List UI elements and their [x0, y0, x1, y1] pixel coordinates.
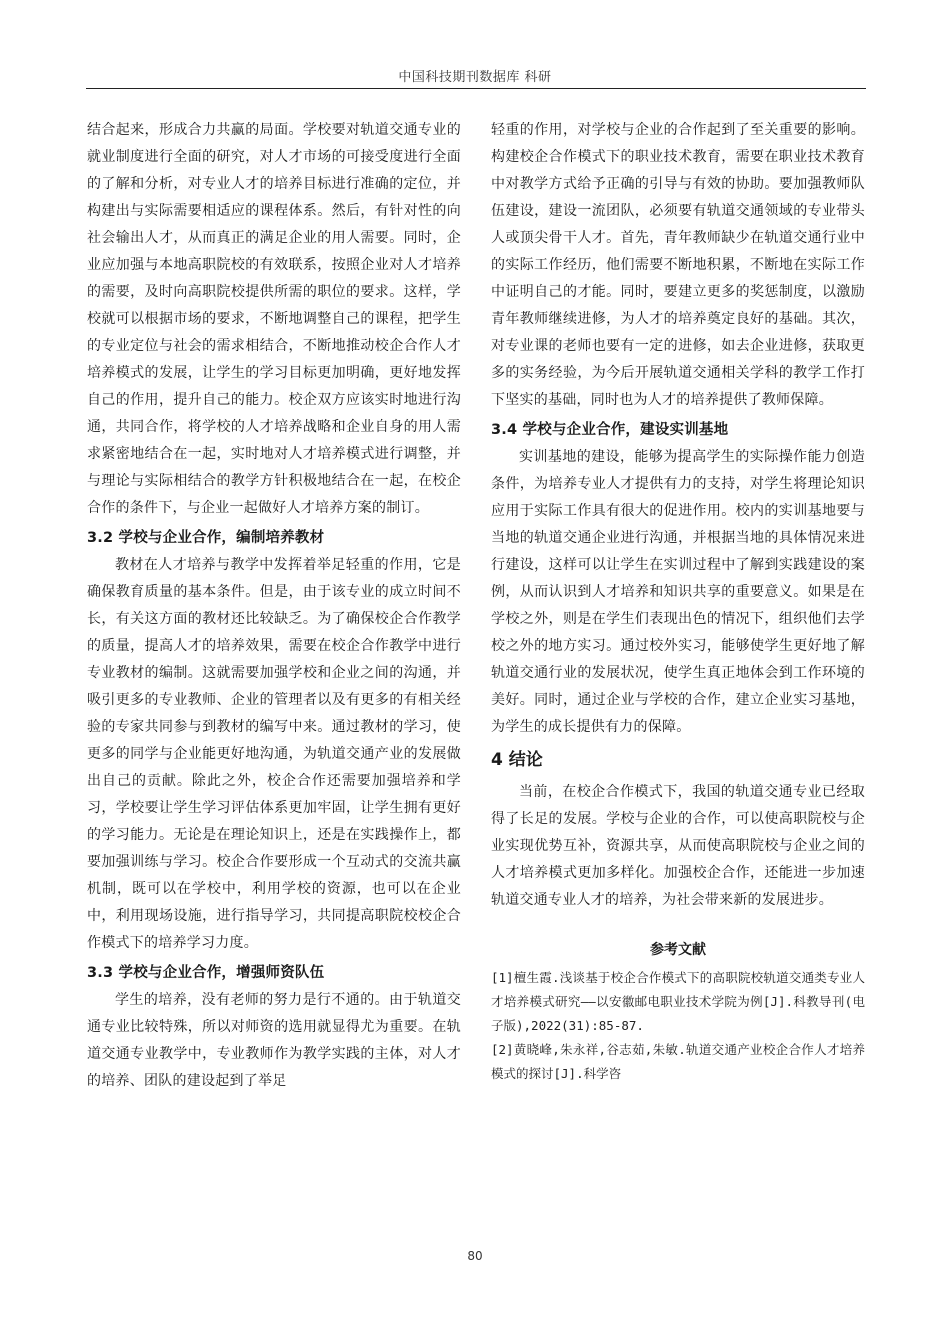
right-column [491, 117, 865, 1086]
section-heading-4: 4 结论 [491, 750, 543, 770]
body-paragraph: 教材在人才培养与教学中发挥着举足轻重的作用，它是确保教育质量的基本条件。但是，由于该专业的成立时间不长，有关这方面的教材还比较缺乏。为了确保校企合作教学的质量，提高人才的培养效果，需要在校企合作教学中进行专业教材的编制。这就需要加强学校和企业之间的沟通，并吸引更多的专业教师、企业的管理者以及有更多的有相关经验的专家共同参与到教材的编写中来。通过教材的学习，使更多的同学与企业能更好地沟通，为轨道交通产业的发展做出自己的贡献。除此之外，校企合作还需要加强培养和学习，学校要让学生学习评估体系更加牢固，让学生拥有更好的学习能力。无论是在理论知识上，还是在实践操作上，都要加强训练与学习。校企合作要形成一个互动式的交流共赢机制，既可以在学校中，利用学校的资源，也可以在企业中，利用现场设施，进行指导学习，共同提高职院校校企合作模式下的培养学习力度。 [87, 557, 461, 951]
reference-item: [2]黄晓峰,朱永祥,谷志茹,朱敏.轨道交通产业校企合作人才培养模式的探讨[J].科学咨 [491, 1042, 865, 1081]
body-paragraph: 结合起来，形成合力共赢的局面。学校要对轨道交通专业的就业制度进行全面的研究，对人才市场的可接受度进行全面的了解和分析，对专业人才的培养目标进行准确的定位，并构建出与实际需要相适应的课程体系。然后，有针对性的向社会输出人才，从而真正的满足企业的用人需要。同时，企业应加强与本地高职院校的有效联系，按照企业对人才培养的需要，及时向高职院校提供所需的职位的要求。这样，学校就可以根据市场的要求，不断地调整自己的课程，把学生的专业定位与社会的需求相结合，不断地推动校企合作人才培养模式的发展，让学生的学习目标更加明确，更好地发挥自己的作用，提升自己的能力。校企双方应该实时地进行沟通，共同合作，将学校的人才培养战略和企业自身的用人需求紧密地结合在一起，实时地对人才培养模式进行调整，并与理论与实际相结合的教学方针积极地结合在一起，在校企合作的条件下，与企业一起做好人才培养方案的制订。 [87, 122, 461, 516]
body-paragraph: 实训基地的建设，能够为提高学生的实际操作能力创造条件，为培养专业人才提供有力的支持，对学生将理论知识应用于实际工作具有很大的促进作用。校内的实训基地要与当地的轨道交通企业进行沟通，并根据当地的具体情况来进行建设，这样可以让学生在实训过程中了解到实践建设的案例，从而认识到人才培养和知识共享的重要意义。如果是在学校之外，则是在学生们表现出色的情况下，组织他们去学校之外的地方实习。通过校外实习，能够使学生更好地了解轨道交通行业的发展状况，使学生真正地体会到工作环境的美好。同时，通过企业与学校的合作，建立企业实习基地，为学生的成长提供有力的保障。 [491, 449, 865, 735]
body-paragraph: 学生的培养，没有老师的努力是行不通的。由于轨道交通专业比较特殊，所以对师资的选用就显得尤为重要。在轨道交通专业教学中，专业教师作为教学实践的主体，对人才的培养、团队的建设起到了举足 [87, 992, 461, 1089]
section-heading-3-4: 3.4 学校与企业合作，建设实训基地 [491, 422, 729, 438]
section-heading-3-3: 3.3 学校与企业合作，增强师资队伍 [87, 965, 325, 981]
body-paragraph: 当前，在校企合作模式下，我国的轨道交通专业已经取得了长足的发展。学校与企业的合作，可以使高职院校与企业实现优势互补，资源共享，从而使高职院校与企业之间的人才培养模式更加多样化。加强校企合作，还能进一步加速轨道交通专业人才的培养，为社会带来新的发展进步。 [491, 784, 865, 908]
reference-item: [1]檀生霞.浅谈基于校企合作模式下的高职院校轨道交通类专业人才培养模式研究——以安徽邮电职业技术学院为例[J].科教导刊(电子版),2022(31):85-87. [491, 970, 865, 1033]
header-rule [86, 88, 866, 89]
page-header-title: 中国科技期刊数据库 科研 [398, 70, 552, 85]
page-number: 80 [467, 1249, 483, 1263]
references-title: 参考文献 [650, 942, 706, 958]
section-heading-3-2: 3.2 学校与企业合作，编制培养教材 [87, 530, 325, 546]
body-paragraph: 轻重的作用，对学校与企业的合作起到了至关重要的影响。构建校企合作模式下的职业技术教育，需要在职业技术教育中对教学方式给予正确的引导与有效的协助。要加强教师队伍建设，建设一流团队，必须要有轨道交通领域的专业带头人或顶尖骨干人才。首先，青年教师缺少在轨道交通行业中的实际工作经历，他们需要不断地积累，不断地在实际工作中证明自己的才能。同时，要建立更多的奖惩制度，以激励青年教师继续进修，为人才的培养奠定良好的基础。其次，对专业课的老师也要有一定的进修，如去企业进修，获取更多的实务经验，为今后开展轨道交通相关学科的教学工作打下坚实的基础，同时也为人才的培养提供了教师保障。 [491, 122, 865, 408]
left-column [87, 117, 461, 1095]
